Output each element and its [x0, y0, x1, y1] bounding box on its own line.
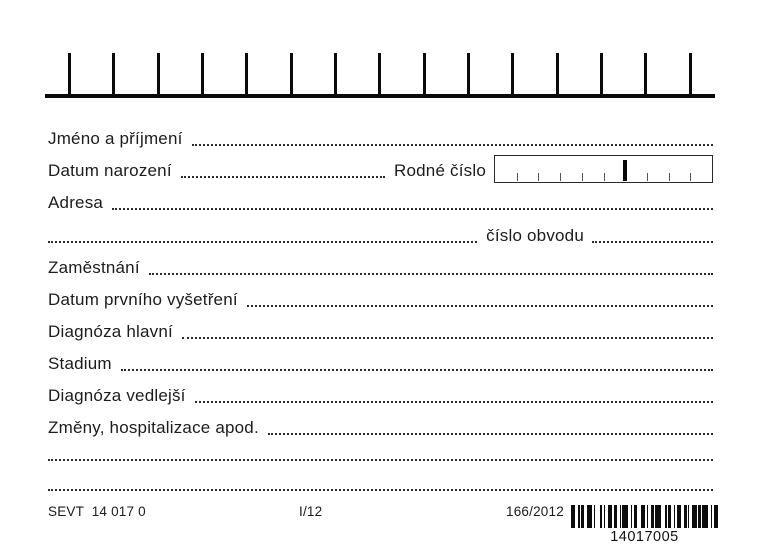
- row-name: [48, 127, 713, 149]
- row-secondary-diagnosis: [48, 384, 713, 406]
- district-number-label: číslo obvodu: [486, 226, 584, 245]
- ruler-tick: [157, 53, 160, 94]
- ruler-tick: [112, 53, 115, 94]
- perforation-ruler: [0, 0, 768, 100]
- birth-number-cell-tick: [604, 173, 605, 181]
- main-diagnosis-label: Diagnóza hlavní: [48, 322, 173, 341]
- blank-field-line-2[interactable]: [48, 489, 713, 491]
- secondary-diagnosis-label: Diagnóza vedlejší: [48, 386, 186, 405]
- birth-number-cell-tick: [538, 173, 539, 181]
- row-district-number: [48, 224, 713, 246]
- ruler-tick: [644, 53, 647, 94]
- ruler-tick: [600, 53, 603, 94]
- row-occupation: [48, 256, 713, 278]
- ruler-tick: [556, 53, 559, 94]
- birth-number-box[interactable]: [494, 155, 713, 183]
- ruler-tick: [689, 53, 692, 94]
- barcode-bar: [714, 505, 718, 528]
- row-address: [48, 191, 713, 213]
- changes-field-line[interactable]: [268, 433, 713, 435]
- birth-number-cell-tick: [582, 173, 583, 181]
- birth-date-field-line[interactable]: [181, 176, 385, 178]
- first-examination-label: Datum prvního vyšetření: [48, 290, 238, 309]
- occupation-field-line[interactable]: [149, 273, 713, 275]
- name-label: Jméno a příjmení: [48, 129, 183, 148]
- ruler-tick: [334, 53, 337, 94]
- ruler-tick: [245, 53, 248, 94]
- ruler-tick: [423, 53, 426, 94]
- ruler-tick: [378, 53, 381, 94]
- row-blank-2: [48, 472, 713, 494]
- row-first-examination: [48, 288, 713, 310]
- barcode-block: [571, 505, 718, 545]
- address-field-line[interactable]: [112, 208, 713, 210]
- birth-date-label: Datum narození: [48, 161, 172, 180]
- ruler-ticks: [68, 53, 692, 94]
- row-birth-date: [48, 159, 713, 181]
- birth-number-cell-tick: [560, 173, 561, 181]
- ruler-tick: [290, 53, 293, 94]
- stage-label: Stadium: [48, 354, 112, 373]
- birth-number-cell-tick: [669, 173, 670, 181]
- birth-number-separator: [623, 160, 627, 181]
- changes-label: Změny, hospitalizace apod.: [48, 418, 259, 437]
- issue-code: I/12: [299, 504, 323, 519]
- ruler-tick: [467, 53, 470, 94]
- ruler-tick: [201, 53, 204, 94]
- row-blank-1: [48, 442, 713, 464]
- barcode: [571, 505, 718, 528]
- barcode-number: 14017005: [610, 529, 679, 545]
- birth-number-cell-tick: [517, 173, 518, 181]
- secondary-diagnosis-field-line[interactable]: [195, 401, 713, 403]
- ruler-baseline: [45, 94, 715, 98]
- blank-field-line-1[interactable]: [48, 459, 713, 461]
- main-diagnosis-field-line[interactable]: [182, 337, 713, 339]
- first-examination-field-line[interactable]: [247, 305, 713, 307]
- birth-number-cell-tick: [647, 173, 648, 181]
- district-number-field-line[interactable]: [592, 241, 713, 243]
- row-main-diagnosis: [48, 320, 713, 342]
- edition-code: 166/2012: [506, 504, 564, 519]
- occupation-label: Zaměstnání: [48, 258, 140, 277]
- name-field-line[interactable]: [192, 144, 713, 146]
- stage-field-line[interactable]: [121, 369, 713, 371]
- address-continuation-line[interactable]: [48, 241, 477, 243]
- row-changes: [48, 416, 713, 438]
- ruler-tick: [68, 53, 71, 94]
- birth-number-label: Rodné číslo: [394, 161, 486, 180]
- birth-number-cell-tick: [690, 173, 691, 181]
- form-code: SEVT 14 017 0: [48, 504, 146, 519]
- address-label: Adresa: [48, 193, 104, 212]
- ruler-tick: [511, 53, 514, 94]
- row-stage: [48, 352, 713, 374]
